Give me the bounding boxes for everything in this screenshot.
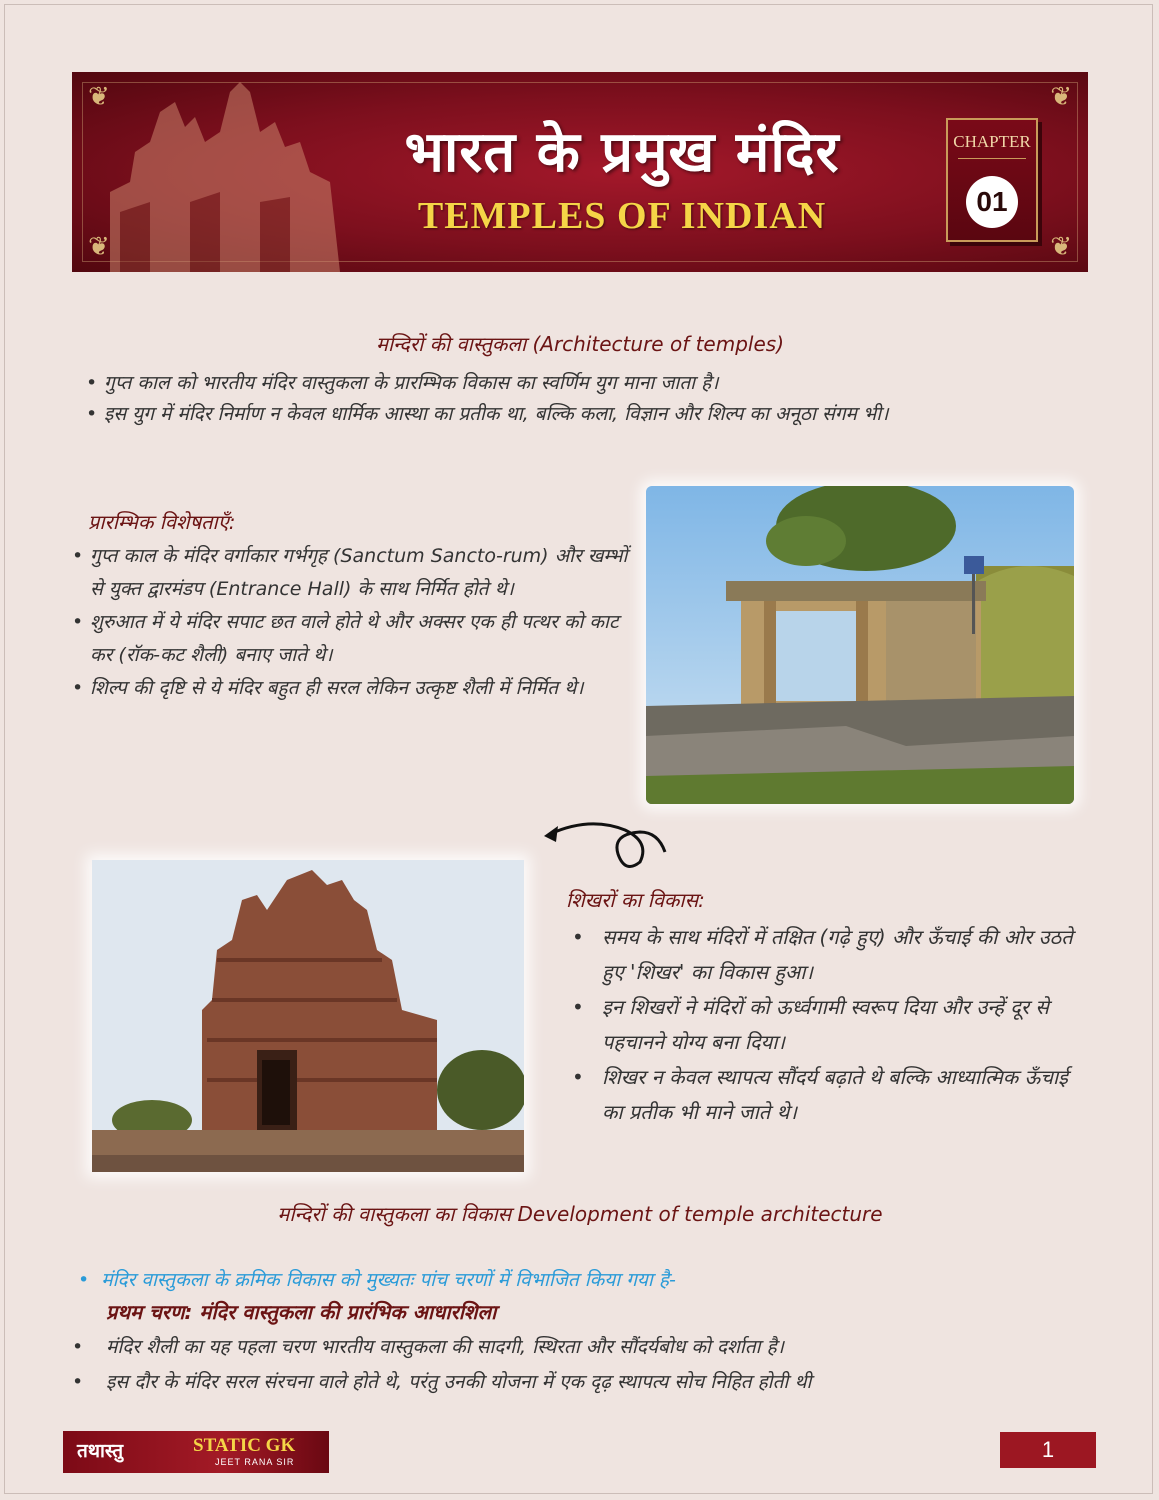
chapter-banner (72, 72, 1088, 272)
brand-name-english: STATIC GK (193, 1435, 296, 1456)
bullet-icon: • (78, 1269, 90, 1291)
list-item: • इस युग में मंदिर निर्माण न केवल धार्मिक आस्था का प्रतीक था, बल्कि कला, विज्ञान और शिल्प का अनूठा संगम भी। (86, 399, 1086, 430)
chapter-label: CHAPTER (953, 132, 1031, 151)
stage-one-bullet-list (72, 1330, 1112, 1400)
stage-one-title: प्रथम चरण: मंदिर वास्तुकला की प्रारंभिक आधारशिला (106, 1300, 497, 1324)
brand-name-hindi: तथास्तु (77, 1440, 124, 1462)
chapter-number: 01 (966, 176, 1018, 228)
list-item: • मंदिर शैली का यह पहला चरण भारतीय वास्तुकला की सादगी, स्थिरता और सौंदर्यबोध को दर्शाता है। (72, 1330, 1112, 1365)
curved-arrow-icon (540, 812, 670, 874)
development-intro (78, 1266, 676, 1292)
corner-ornament-icon: ❦ (88, 82, 110, 112)
architecture-bullet-list (86, 368, 1086, 430)
list-item: • गुप्त काल को भारतीय मंदिर वास्तुकला के प्रारम्भिक विकास का स्वर्णिम युग माना जाता है। (86, 368, 1086, 399)
development-intro-text: मंदिर वास्तुकला के क्रमिक विकास को मुख्यतः पांच चरणों में विभाजित किया गया है- (101, 1269, 676, 1291)
flat-roof-temple-photo (646, 486, 1074, 804)
corner-ornament-icon: ❦ (1050, 232, 1072, 262)
corner-ornament-icon: ❦ (88, 232, 110, 262)
chapter-badge (946, 118, 1038, 242)
section-title-shikhara: शिखरों का विकास: (566, 888, 705, 912)
list-item: • शिखर न केवल स्थापत्य सौंदर्य बढ़ाते थे बल्कि आध्यात्मिक ऊँचाई का प्रतीक भी माने जाते थे। (572, 1060, 1092, 1130)
banner-title-english: TEMPLES OF INDIAN (417, 195, 827, 237)
shikhara-temple-photo (92, 860, 524, 1172)
list-item: • इन शिखरों ने मंदिरों को ऊर्ध्वगामी स्वरूप दिया और उन्हें दूर से पहचानने योग्य बना दिया। (572, 990, 1092, 1060)
page-number: 1 (1000, 1432, 1096, 1468)
section-title-architecture: मन्दिरों की वास्तुकला (Architecture of temples) (375, 332, 784, 356)
shikhara-bullet-list (572, 920, 1092, 1130)
list-item: • इस दौर के मंदिर सरल संरचना वाले होते थे, परंतु उनकी योजना में एक दृढ़ स्थापत्य सोच निहित होती थी (72, 1365, 1112, 1400)
brand-author: JEET RANA SIR (215, 1457, 295, 1467)
brand-logo (63, 1431, 329, 1473)
section-title-development: मन्दिरों की वास्तुकला का विकास Development of temple architecture (277, 1202, 883, 1226)
corner-ornament-icon: ❦ (1050, 82, 1072, 112)
early-features-bullet-list (72, 540, 632, 705)
banner-title-hindi: भारत के प्रमुख मंदिर (404, 119, 840, 185)
list-item: • शिल्प की दृष्टि से ये मंदिर बहुत ही सरल लेकिन उत्कृष्ट शैली में निर्मित थे। (72, 672, 632, 705)
list-item: • गुप्त काल के मंदिर वर्गाकार गर्भगृह (Sanctum Sancto-rum) और खम्भों से युक्त द्वारमंडप (Entrance Hall) के साथ निर्मित होते थे। (72, 540, 632, 606)
list-item: • शुरुआत में ये मंदिर सपाट छत वाले होते थे और अक्सर एक ही पत्थर को काट कर (रॉक-कट शैली) बनाए जाते थे। (72, 606, 632, 672)
list-item: • समय के साथ मंदिरों में तक्षित (गढ़े हुए) और ऊँचाई की ओर उठते हुए 'शिखर' का विकास हुआ। (572, 920, 1092, 990)
chapter-divider (958, 158, 1026, 159)
section-title-early-features: प्रारम्भिक विशेषताएँ: (88, 510, 236, 534)
